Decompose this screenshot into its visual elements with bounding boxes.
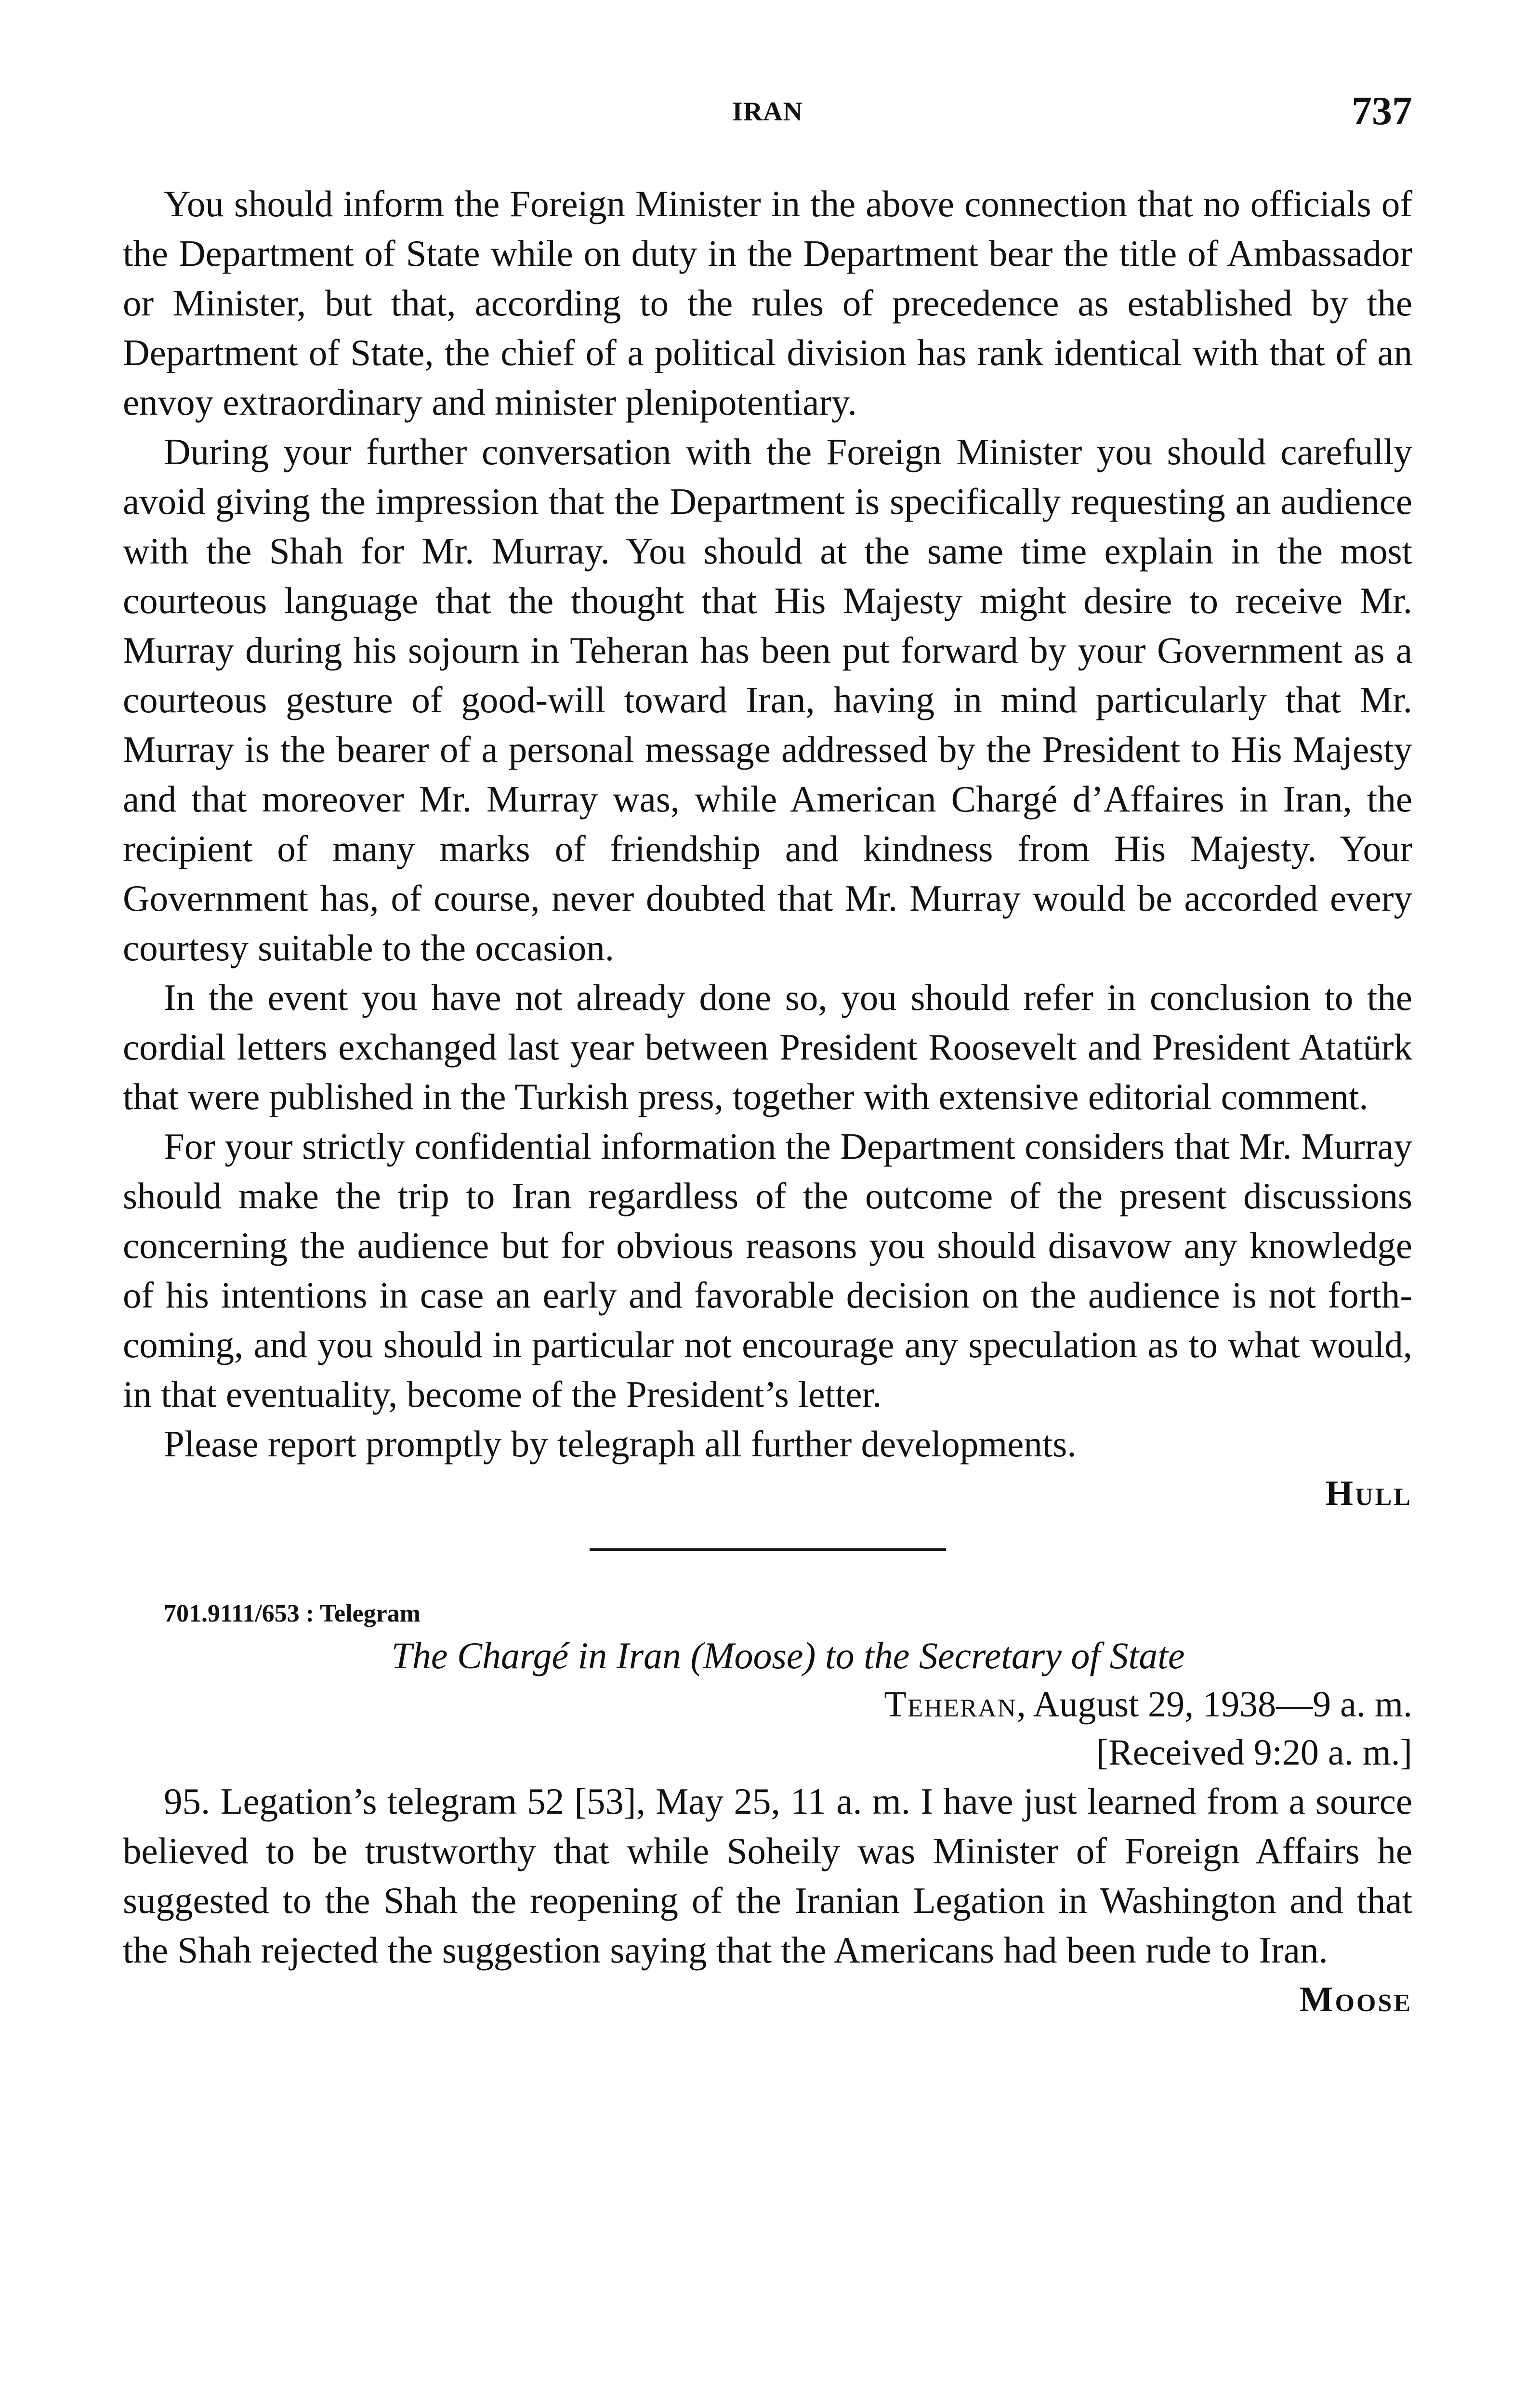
received-note: [Received 9:20 a. m.] bbox=[1096, 1732, 1412, 1773]
file-reference: 701.9111/653 : Telegram bbox=[164, 1600, 421, 1627]
running-head: IRAN bbox=[732, 97, 803, 127]
dateline-date: , August 29, 1938—9 a. m. bbox=[1016, 1684, 1412, 1725]
letter-paragraph-4: For your strictly confidential information the Department considers that Mr. Murray should make the trip to Iran regardless of the outcome of the present discussions concerning the audience but for obvious reasons you should disavow any knowledge of his intentions in case an early and favorable decision on the audience is not forthcoming, and you should in particular not encourage any speculation as to what would, in that eventuality, become of the President’s letter. bbox=[123, 1125, 1412, 1415]
body-text bbox=[123, 179, 1412, 2025]
dateline-place: Teheran bbox=[884, 1684, 1017, 1725]
signature-hull: Hull bbox=[1325, 1474, 1412, 1513]
letter-paragraph-2: During your further conversation with the Foreign Minister you should carefully avoid giving the impression that the Department is specifically requesting an audience with the Shah for Mr. Murray. You should at the same time explain in the most courteous language that the thought that His Majesty might desire to receive Mr. Murray during his sojourn in Teheran has been put forward by your Government as a courteous gesture of good-will toward Iran, having in mind particularly that Mr. Murray is the bearer of a personal message addressed by the President to His Majesty and that moreover Mr. Murray was, while American Chargé d’Affaires in Iran, the recipient of many marks of friendship and kindness from His Majesty. Your Government has, of course, never doubted that Mr. Murray would be accorded every courtesy suitable to the occasion. bbox=[123, 431, 1412, 968]
telegram-title: The Chargé in Iran (Moose) to the Secretary of State bbox=[391, 1635, 1185, 1676]
dateline bbox=[123, 1680, 1412, 1728]
page-number: 737 bbox=[1352, 89, 1412, 133]
page-header bbox=[123, 89, 1412, 149]
signature-moose: Moose bbox=[1299, 1980, 1412, 2019]
section-divider bbox=[590, 1548, 946, 1551]
letter-paragraph-5: Please report promptly by telegraph all further developments. bbox=[164, 1423, 1077, 1465]
letter-paragraph-3: In the event you have not already done so, you should refer in conclusion to the cordial letters exchanged last year between President Roosevelt and President Atatürk that were published in the Turkish press, together with extensive editorial comment. bbox=[123, 977, 1412, 1117]
letter-paragraph-1: You should inform the Foreign Minister in the above connection that no officials of the Department of State while on duty in the Department bear the title of Ambassador or Minister, but that, according to the rules of precedence as established by the Department of State, the chief of a political division has rank identical with that of an envoy extraordinary and minister plenipotentiary. bbox=[123, 183, 1412, 423]
telegram-paragraph: 95. Legation’s telegram 52 [53], May 25, 11 a. m. I have just learned from a source believed to be trustworthy that while Soheily was Minister of Foreign Affairs he suggested to the Shah the reopening of the Iranian Legation in Washington and that the Shah rejected the suggestion saying that the Americans had been rude to Iran. bbox=[123, 1780, 1412, 1971]
